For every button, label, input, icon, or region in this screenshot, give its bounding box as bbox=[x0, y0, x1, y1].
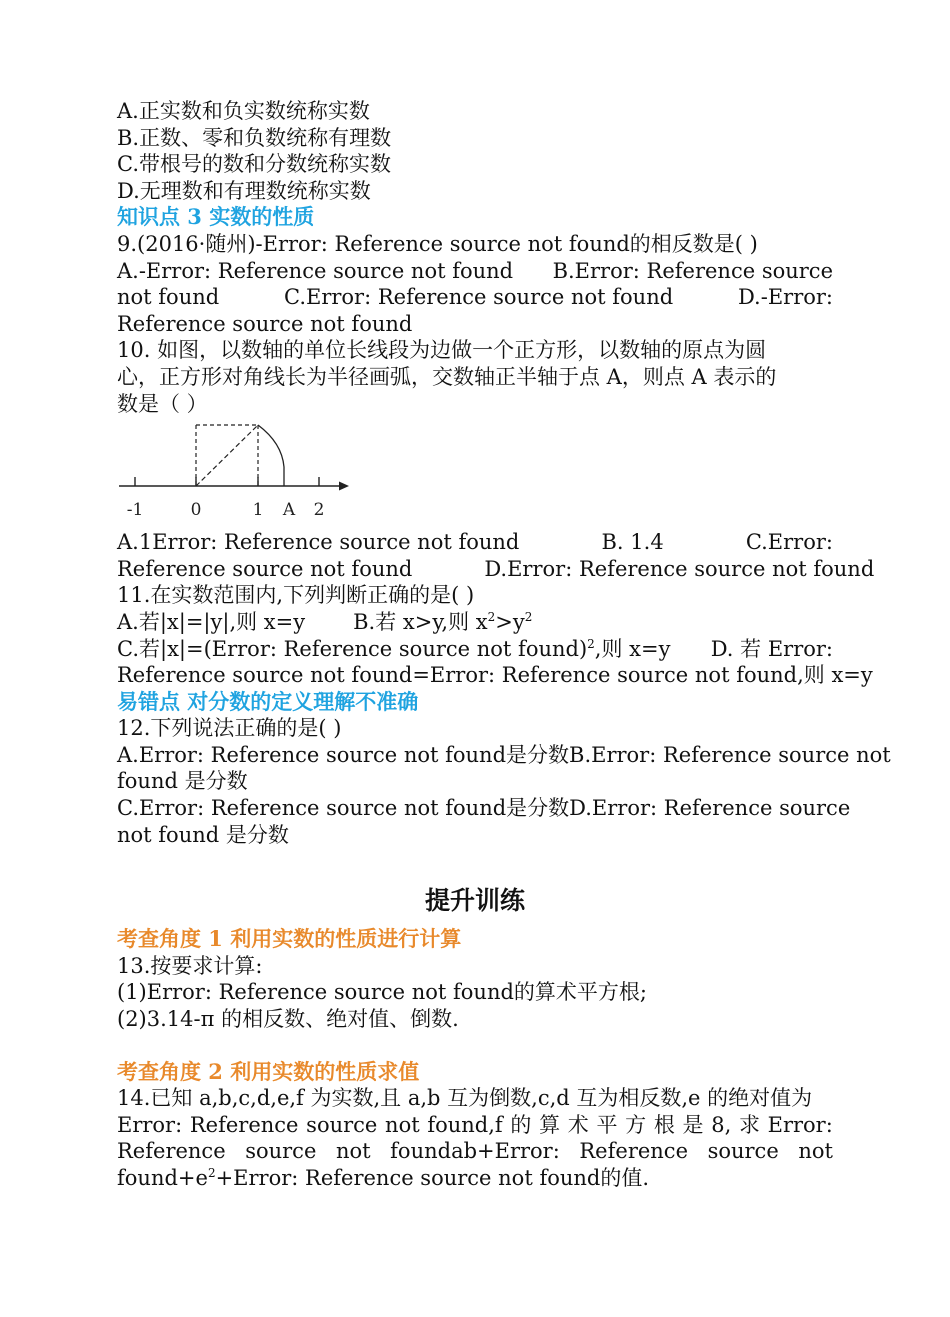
q14-line-3-word: foundab+Error: bbox=[390, 1139, 560, 1164]
q14-line-2-word: not bbox=[385, 1112, 420, 1137]
q14-line-3-word: not bbox=[798, 1139, 833, 1164]
q12-option-d-cont: not found 是分数 bbox=[117, 822, 289, 847]
section-title: 提升训练 bbox=[424, 886, 525, 916]
q10-option-b: B. 1.4 bbox=[601, 530, 664, 555]
q14-line-2-word: Error: bbox=[767, 1112, 833, 1137]
q8-option-a: A.正实数和负实数统称实数 bbox=[117, 99, 370, 123]
q9-option-a: A.-Error: Reference source not found bbox=[117, 258, 514, 283]
q9-option-b: B.Error: Reference source bbox=[552, 258, 833, 283]
q14-line-4: $found+e^2+Error$: Reference source not found的值. bbox=[117, 1166, 650, 1190]
q10-stem-2: 心，正方形对角线长为半径画弧，交数轴正半轴于点 A，则点 A 表示的 bbox=[117, 364, 777, 389]
q12-option-b: B.Error: Reference source not bbox=[569, 742, 891, 767]
q10-options-line-2 bbox=[117, 556, 875, 583]
q13-stem: 13.按要求计算: bbox=[117, 953, 263, 978]
q14-line-2-word: found,f bbox=[427, 1112, 503, 1137]
number-line-figure bbox=[117, 417, 833, 525]
q14-line-1: 14.已知 a,b,c,d,e,f 为实数,且 a,b 互为倒数,c,d 互为相反数,e 的绝对值为 bbox=[117, 1086, 813, 1111]
q10-stem-1: 10. 如图，以数轴的单位长线段为边做一个正方形，以数轴的原点为圆 bbox=[117, 338, 767, 363]
error-point-heading: 易错点 对分数的定义理解不准确 bbox=[117, 688, 419, 714]
knowledge-point-3-heading: 知识点 3 实数的性质 bbox=[117, 204, 315, 230]
q14-line-2-word: 平 bbox=[596, 1112, 618, 1137]
square-diagonal bbox=[196, 425, 258, 486]
q8-option-b: B.正数、零和负数统称有理数 bbox=[117, 125, 392, 150]
q14-line-2-word: 求 bbox=[738, 1112, 760, 1137]
q14-line-3-word: not bbox=[335, 1139, 371, 1164]
q12-option-a: A.Error: Reference source not found是分数 bbox=[117, 742, 570, 767]
q14-line-3-word: Reference bbox=[579, 1139, 688, 1164]
q12-option-b-cont: found 是分数 bbox=[117, 769, 248, 794]
label-minus-1: -1 bbox=[126, 500, 144, 521]
q9-options-line-1 bbox=[117, 258, 833, 285]
q12-stem: 12.下列说法正确的是( ) bbox=[117, 716, 342, 741]
q14-line-2-word: 的 bbox=[510, 1112, 532, 1137]
angle-2-heading: 考查角度 2 利用实数的性质求值 bbox=[117, 1058, 420, 1084]
q8-option-c: C.带根号的数和分数统称实数 bbox=[117, 152, 391, 177]
q9-option-b-cont: not found bbox=[117, 285, 220, 310]
q9-options-line-2 bbox=[117, 284, 833, 311]
q12-option-c: C.Error: Reference source not found是分数 bbox=[117, 796, 570, 821]
q12-option-d: D.Error: Reference source bbox=[569, 796, 851, 821]
q10-option-d: D.Error: Reference source not found bbox=[484, 556, 875, 581]
q14-line-2-word: source bbox=[306, 1112, 378, 1137]
q14-line-2-word: 是 bbox=[682, 1112, 704, 1137]
q14-line-3 bbox=[117, 1138, 833, 1165]
angle-1-heading: 考查角度 1 利用实数的性质进行计算 bbox=[117, 926, 462, 952]
label-1: 1 bbox=[252, 500, 264, 521]
q11-option-c: C.若|x|=(Error: Reference source not found)$^2$,则 x=y bbox=[117, 636, 671, 661]
q11-stem: 11.在实数范围内,下列判断正确的是( ) bbox=[117, 583, 475, 608]
q14-line-2-word: 方 bbox=[625, 1112, 647, 1137]
q12-options-line-2 bbox=[117, 795, 851, 822]
q10-stem-3: 数是（ ） bbox=[117, 391, 208, 416]
q11-option-d: D. 若 Error: bbox=[710, 636, 833, 661]
label-0: 0 bbox=[190, 500, 202, 521]
q11-option-d-cont: Reference source not found=Error: Reference source not found,则 x=y bbox=[117, 663, 873, 688]
q10-options-line-1 bbox=[117, 529, 833, 556]
q14-line-3-word: source bbox=[245, 1139, 317, 1164]
q14-line-2-word: Error: bbox=[117, 1112, 183, 1137]
document-body bbox=[117, 98, 891, 1192]
q11-options-line-1 bbox=[117, 609, 833, 636]
q14-line-2-word: 算 bbox=[539, 1112, 561, 1137]
q14-line-2-word: 根 bbox=[653, 1112, 675, 1137]
q12-options-line-1 bbox=[117, 742, 891, 769]
q14-line-3-word: source bbox=[707, 1139, 779, 1164]
axis-arrow-icon bbox=[339, 482, 349, 491]
q10-option-c-cont: Reference source not found bbox=[117, 556, 413, 581]
number-line-diagram bbox=[117, 417, 357, 525]
q9-option-d-cont: Reference source not found bbox=[117, 311, 413, 336]
label-2: 2 bbox=[313, 500, 325, 521]
q13-part-1: (1)Error: Reference source not found的算术平方根; bbox=[117, 980, 647, 1005]
label-point-a: A bbox=[282, 500, 296, 521]
q11-option-a: A.若|x|=|y|,则 x=y bbox=[117, 609, 306, 634]
q10-option-a: A.1Error: Reference source not found bbox=[117, 530, 520, 555]
q14-line-2-word: 术 bbox=[567, 1112, 589, 1137]
q11-options-line-2 bbox=[117, 636, 833, 663]
q14-line-2-word: Reference bbox=[189, 1112, 299, 1137]
q9-option-d: D.-Error: bbox=[737, 285, 833, 310]
q9-stem: 9.(2016·随州)-Error: Reference source not found的相反数是( ) bbox=[117, 231, 758, 256]
q10-option-c: C.Error: bbox=[745, 530, 833, 555]
q8-option-d: D.无理数和有理数统称实数 bbox=[117, 178, 371, 203]
q14-line-2 bbox=[117, 1112, 833, 1139]
radius-arc bbox=[258, 425, 284, 486]
q13-part-2: (2)3.14-π 的相反数、绝对值、倒数. bbox=[117, 1007, 459, 1032]
q9-option-c: C.Error: Reference source not found bbox=[284, 285, 674, 310]
q14-line-3-word: Reference bbox=[117, 1139, 226, 1164]
q11-option-b: B.若 x>y,则 $x^2>y^2$ bbox=[353, 609, 533, 634]
q14-line-2-word: 8, bbox=[711, 1112, 732, 1137]
